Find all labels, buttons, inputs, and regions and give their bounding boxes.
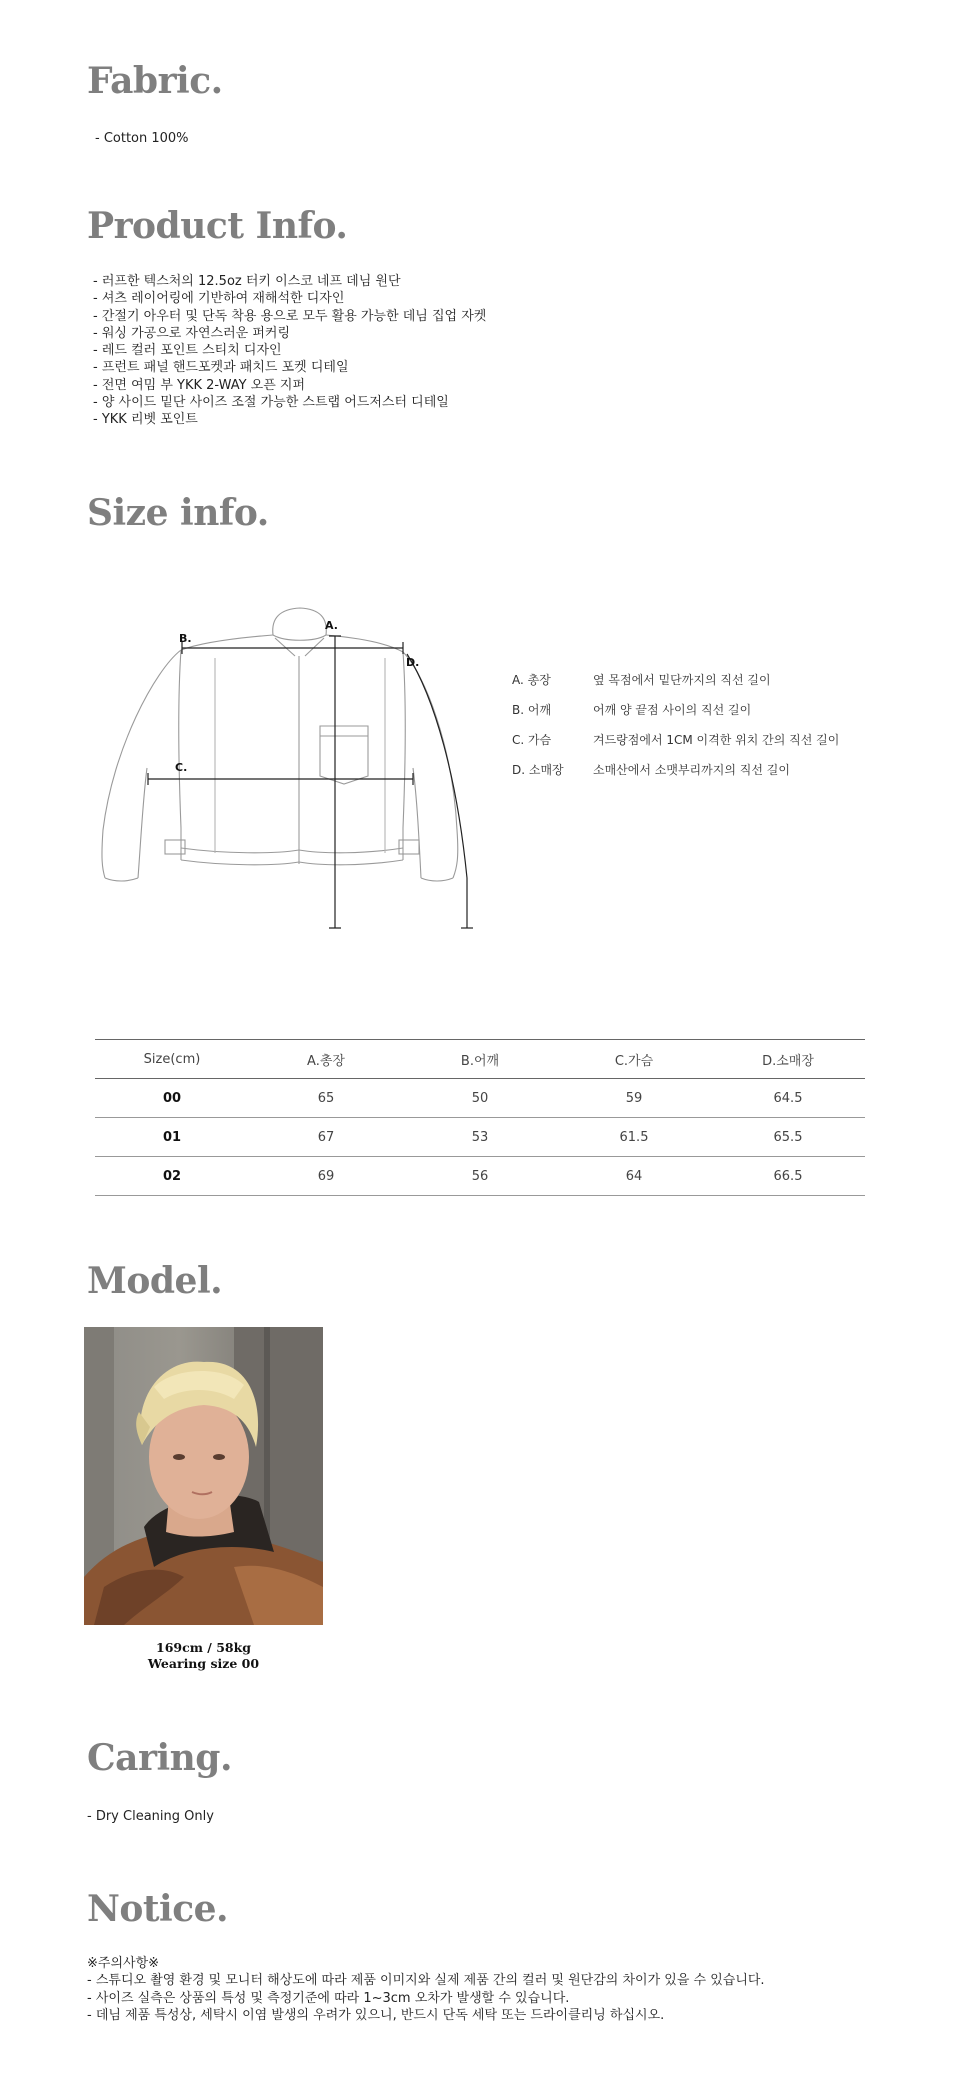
size-info-heading: Size info. [87, 492, 269, 534]
product-info-line: - 양 사이드 밑단 사이즈 조절 가능한 스트랩 어드저스터 디테일 [93, 395, 449, 411]
notice-line: - 사이즈 실측은 상품의 특성 및 측정기준에 따라 1~3cm 오차가 발생할 수 있습니다. [87, 1990, 570, 2006]
size-table-cell: 56 [403, 1157, 557, 1196]
fabric-text: - Cotton 100% [95, 131, 189, 146]
notice-line: ※주의사항※ [87, 1956, 160, 1971]
diagram-label-c: C. [175, 761, 188, 774]
size-table-header-cell: C.가슴 [557, 1040, 711, 1079]
product-info-line: - 간절기 아우터 및 단독 착용 용으로 모두 활용 가능한 데님 집업 자켓 [93, 308, 487, 324]
product-info-line: - 러프한 텍스처의 12.5oz 터키 이스코 네프 데님 원단 [93, 274, 401, 289]
caring-text: - Dry Cleaning Only [87, 1809, 214, 1824]
size-table-cell: 50 [403, 1079, 557, 1118]
size-table-cell: 64.5 [711, 1079, 865, 1118]
legend-key: D. 소매장 [512, 762, 564, 777]
size-table-row [95, 1118, 865, 1157]
legend-row [512, 664, 839, 694]
size-table-cell: 01 [95, 1118, 249, 1157]
size-table-row [95, 1157, 865, 1196]
notice-line: - 데님 제품 특성상, 세탁시 이염 발생의 우려가 있으니, 반드시 단독 세탁 또는 드라이클리닝 하십시오. [87, 2007, 665, 2023]
size-table-row [95, 1079, 865, 1118]
notice-list [87, 1955, 765, 2024]
legend-key: A. 총장 [512, 672, 551, 687]
diagram-label-a: A. [325, 619, 338, 632]
size-table-cell: 02 [95, 1157, 249, 1196]
size-table-cell: 65 [249, 1079, 403, 1118]
size-table-cell: 59 [557, 1079, 711, 1118]
product-info-heading: Product Info. [87, 205, 348, 247]
size-table-header-cell: D.소매장 [711, 1040, 865, 1079]
size-table-header [95, 1040, 865, 1079]
size-table-cell: 53 [403, 1118, 557, 1157]
size-table-cell: 69 [249, 1157, 403, 1196]
model-heading: Model. [87, 1260, 223, 1302]
legend-desc: 소매산에서 소맷부리까지의 직선 길이 [593, 762, 790, 777]
legend-desc: 어깨 양 끝점 사이의 직선 길이 [593, 702, 752, 717]
jacket-size-diagram [95, 598, 485, 978]
model-caption [84, 1640, 323, 1672]
size-table-cell: 67 [249, 1118, 403, 1157]
legend-row [512, 754, 839, 784]
size-table-cell: 64 [557, 1157, 711, 1196]
size-table-cell: 00 [95, 1079, 249, 1118]
legend-key: C. 가슴 [512, 732, 552, 747]
product-info-line: - 전면 여밈 부 YKK 2-WAY 오픈 지퍼 [93, 377, 306, 393]
product-info-line: - 워싱 가공으로 자연스러운 퍼커링 [93, 325, 291, 341]
legend-row [512, 694, 839, 724]
model-measurements: 169cm / 58kg [156, 1640, 251, 1655]
fabric-heading: Fabric. [87, 60, 223, 102]
notice-line: - 스튜디오 촬영 환경 및 모니터 해상도에 따라 제품 이미지와 실제 제품 간의 컬러 및 원단감의 차이가 있을 수 있습니다. [87, 1973, 765, 1989]
legend-row [512, 724, 839, 754]
model-photo [84, 1327, 323, 1625]
diagram-label-d: D. [406, 656, 420, 669]
model-portrait-image [84, 1327, 323, 1625]
product-info-line: - 셔츠 레이어링에 기반하여 재해석한 디자인 [93, 291, 345, 307]
legend-desc: 겨드랑점에서 1CM 이격한 위치 간의 직선 길이 [593, 732, 840, 747]
diagram-label-b: B. [179, 632, 192, 645]
notice-heading: Notice. [87, 1888, 229, 1930]
size-table-header-cell: Size(cm) [95, 1040, 249, 1079]
legend-desc: 옆 목점에서 밑단까지의 직선 길이 [593, 672, 771, 687]
legend-key: B. 어깨 [512, 702, 552, 717]
size-legend [512, 664, 839, 784]
size-table-cell: 61.5 [557, 1118, 711, 1157]
size-table [95, 1039, 865, 1196]
caring-heading: Caring. [87, 1737, 232, 1779]
product-info-line: - 프런트 패널 핸드포켓과 패치드 포켓 디테일 [93, 360, 349, 376]
product-info-line: - YKK 리벳 포인트 [93, 412, 198, 428]
product-info-list [93, 273, 486, 429]
model-wearing-size: Wearing size 00 [147, 1656, 260, 1671]
size-table-cell: 65.5 [711, 1118, 865, 1157]
size-table-header-cell: B.어깨 [403, 1040, 557, 1079]
product-info-line: - 레드 컬러 포인트 스티치 디자인 [93, 343, 282, 359]
size-table-cell: 66.5 [711, 1157, 865, 1196]
size-table-header-cell: A.총장 [249, 1040, 403, 1079]
